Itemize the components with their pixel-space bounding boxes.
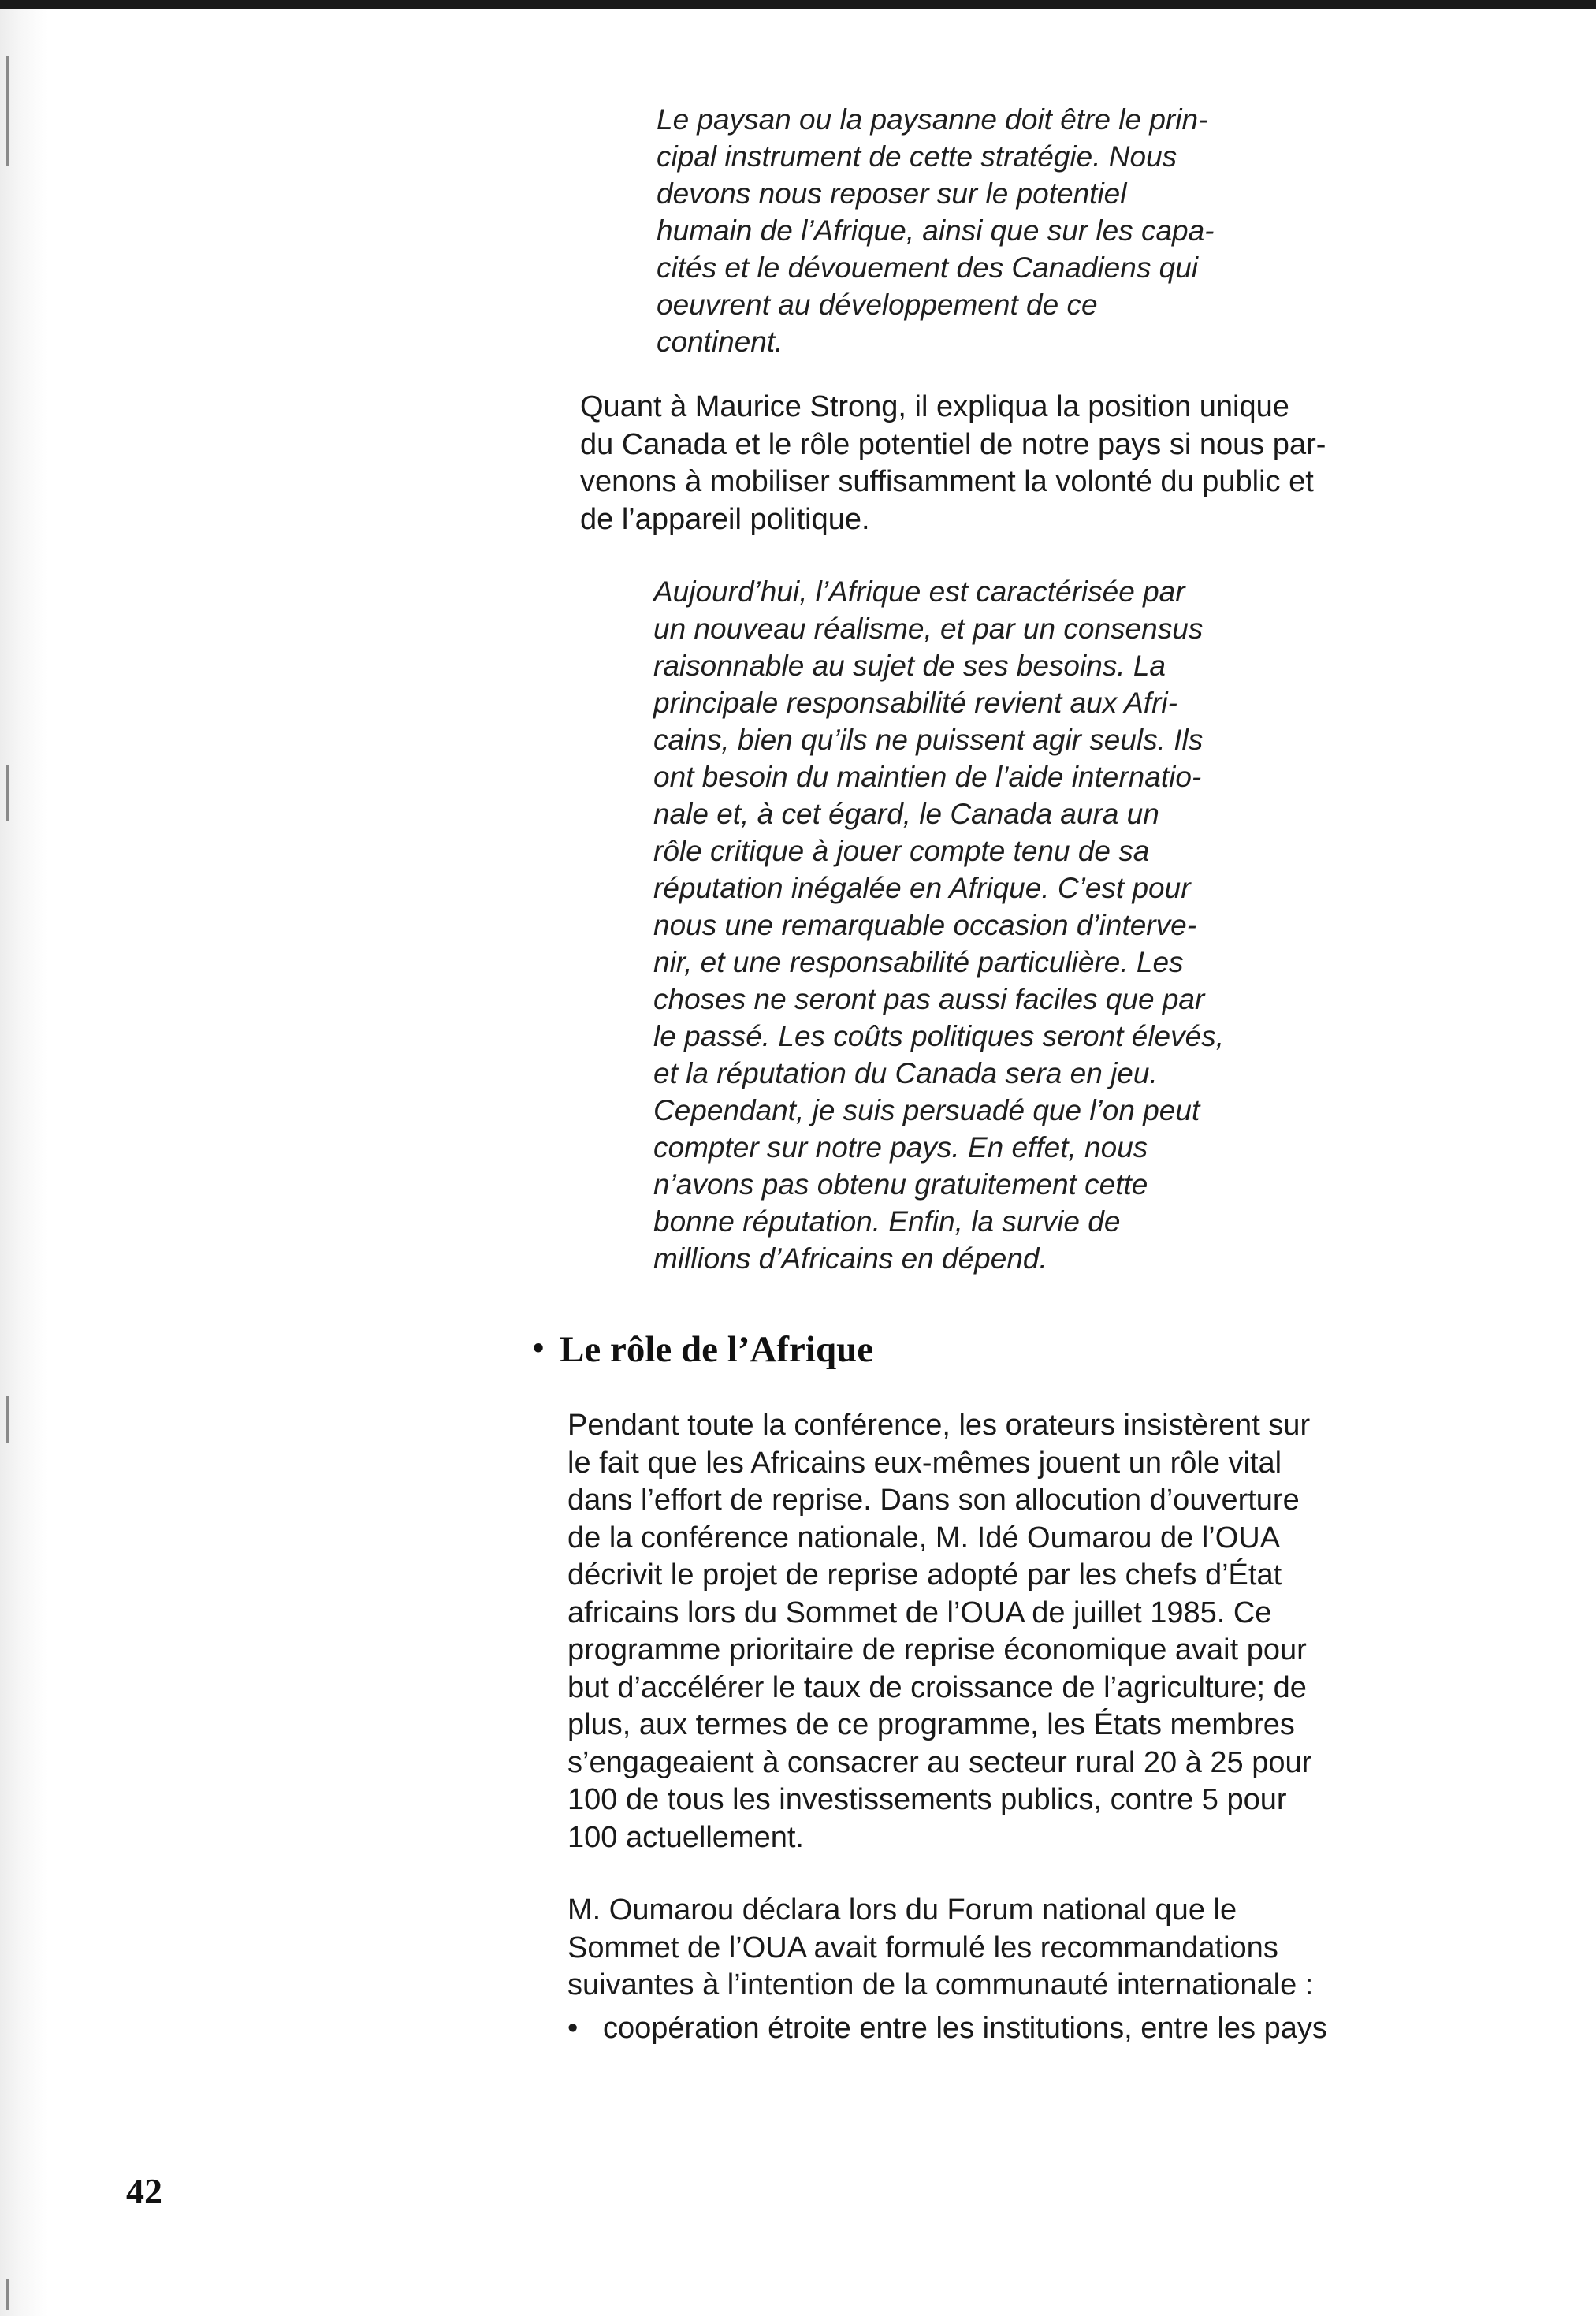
- paragraph-line: programme prioritaire de reprise économique avait pour: [567, 1633, 1307, 1666]
- paragraph-line: but d’accélérer le taux de croissance de l’agriculture; de: [567, 1670, 1307, 1704]
- paragraph-line: Quant à Maurice Strong, il expliqua la position unique: [580, 390, 1289, 423]
- paragraph-line: de la conférence nationale, M. Idé Oumarou de l’OUA: [567, 1521, 1281, 1555]
- quote-2-line: principale responsabilité revient aux Afri-: [653, 687, 1177, 719]
- quote-2-line: compter sur notre pays. En effet, nous: [653, 1131, 1148, 1164]
- quote-1-line: oeuvrent au développement de ce: [657, 289, 1098, 321]
- paragraph-forum: [567, 1892, 1313, 2005]
- paragraph-line: de l’appareil politique.: [580, 502, 870, 536]
- quote-1-line: Le paysan ou la paysanne doit être le prin-: [657, 103, 1208, 136]
- quote-2-line: Aujourd’hui, l’Afrique est caractérisée par: [653, 575, 1185, 608]
- quote-2-line: choses ne seront pas aussi faciles que par: [653, 983, 1205, 1015]
- heading-bullet-icon: •: [533, 1331, 545, 1365]
- paragraph-line: 100 de tous les investissements publics, contre 5 pour: [567, 1783, 1287, 1816]
- page-binding-edge: [0, 9, 47, 2316]
- quote-2-line: millions d’Africains en dépend.: [653, 1242, 1047, 1275]
- paragraph-line: 100 actuellement.: [567, 1820, 804, 1854]
- quote-2-line: et la réputation du Canada sera en jeu.: [653, 1057, 1158, 1089]
- quote-2-line: n’avons pas obtenu gratuitement cette: [653, 1168, 1148, 1201]
- quote-1-line: continent.: [657, 326, 783, 358]
- paragraph-line: plus, aux termes de ce programme, les États membres: [567, 1708, 1295, 1741]
- quote-2-line: réputation inégalée en Afrique. C’est pour: [653, 872, 1191, 904]
- binding-mark: [6, 2279, 9, 2310]
- paragraph-line: s’engageaient à consacrer au secteur rural 20 à 25 pour: [567, 1745, 1312, 1779]
- paragraph-line: suivantes à l’intention de la communauté internationale :: [567, 1968, 1314, 2001]
- quote-2-line: rôle critique à jouer compte tenu de sa: [653, 835, 1150, 867]
- quote-2-line: nous une remarquable occasion d’interve-: [653, 909, 1197, 941]
- quote-1-line: cipal instrument de cette stratégie. Nous: [657, 140, 1177, 173]
- quote-2-line: nir, et une responsabilité particulière. Les: [653, 946, 1184, 978]
- quote-1-line: cités et le dévouement des Canadiens qui: [657, 251, 1198, 284]
- binding-mark: [6, 765, 9, 821]
- quote-1: [657, 101, 1215, 360]
- paragraph-line: M. Oumarou déclara lors du Forum national que le: [567, 1893, 1237, 1927]
- quote-2-line: bonne réputation. Enfin, la survie de: [653, 1205, 1121, 1238]
- paragraph-line: venons à mobiliser suffisamment la volonté du public et: [580, 465, 1314, 498]
- top-edge-rule: [0, 0, 1596, 9]
- paragraph-line: Sommet de l’OUA avait formulé les recommandations: [567, 1931, 1278, 1964]
- list-bullet-icon: •: [567, 2012, 579, 2045]
- quote-2-line: le passé. Les coûts politiques seront élevés,: [653, 1020, 1224, 1052]
- paragraph-line: du Canada et le rôle potentiel de notre pays si nous par-: [580, 427, 1326, 461]
- binding-mark: [6, 56, 9, 166]
- quote-2-line: cains, bien qu’ils ne puissent agir seuls. Ils: [653, 724, 1204, 756]
- paragraph-conference: [567, 1407, 1311, 1856]
- paragraph-line: décrivit le projet de reprise adopté par les chefs d’État: [567, 1558, 1282, 1592]
- quote-2-line: un nouveau réalisme, et par un consensus: [653, 613, 1204, 645]
- binding-mark: [6, 1396, 9, 1443]
- section-heading-text: Le rôle de l’Afrique: [560, 1329, 874, 1370]
- paragraph-maurice-strong: [580, 389, 1326, 538]
- quote-2: [653, 573, 1224, 1277]
- paragraph-line: dans l’effort de reprise. Dans son allocution d’ouverture: [567, 1484, 1300, 1517]
- paragraph-line: le fait que les Africains eux-mêmes jouent un rôle vital: [567, 1446, 1282, 1480]
- list-item: [567, 2010, 1327, 2047]
- quote-2-line: ont besoin du maintien de l’aide internatio-: [653, 761, 1202, 793]
- quote-1-line: devons nous reposer sur le potentiel: [657, 177, 1127, 210]
- section-heading: [533, 1324, 873, 1373]
- list-item-text: coopération étroite entre les institutions, entre les pays: [603, 2012, 1327, 2045]
- quote-2-line: raisonnable au sujet de ses besoins. La: [653, 650, 1166, 682]
- page-number: 42: [126, 2171, 162, 2211]
- quote-1-line: humain de l’Afrique, ainsi que sur les capa-: [657, 214, 1215, 247]
- quote-2-line: Cependant, je suis persuadé que l’on peut: [653, 1094, 1200, 1126]
- paragraph-line: Pendant toute la conférence, les orateurs insistèrent sur: [567, 1409, 1311, 1442]
- quote-2-line: nale et, à cet égard, le Canada aura un: [653, 798, 1159, 830]
- paragraph-line: africains lors du Sommet de l’OUA de juillet 1985. Ce: [567, 1596, 1272, 1629]
